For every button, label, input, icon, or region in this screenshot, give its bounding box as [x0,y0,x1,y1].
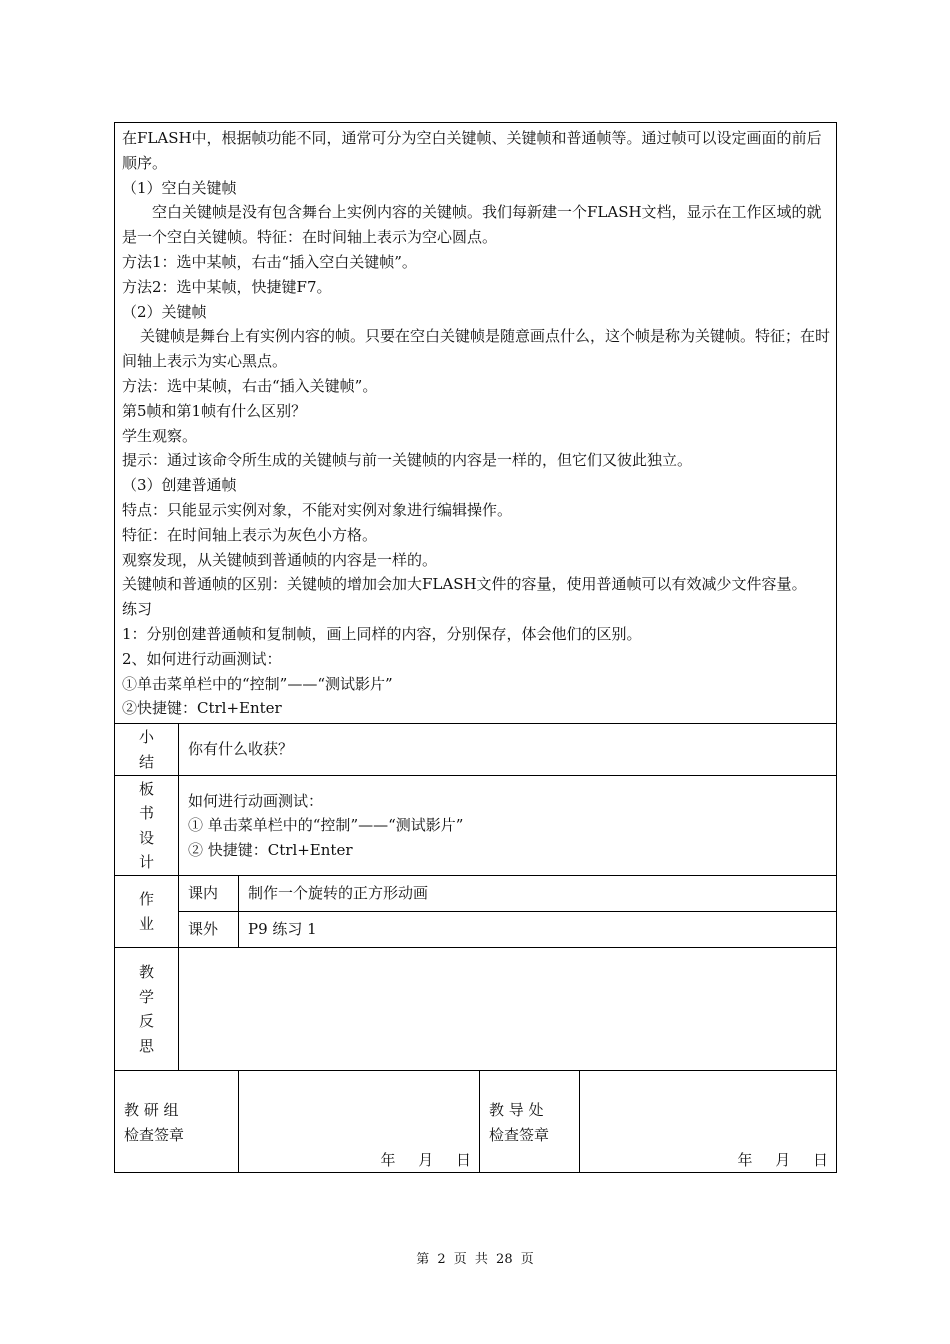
summary-label: 小 结 [115,724,179,776]
reflection-label: 教 学 反 思 [115,948,179,1071]
signature-row [115,1071,837,1173]
academic-office-signature-cell [580,1071,837,1173]
content-line: 方法1：选中某帧，右击“插入空白关键帧”。 [122,252,417,271]
board-line: 如何进行动画测试： [188,791,324,810]
board-line: ① 单击菜单栏中的“控制”——“测试影片” [188,816,464,835]
content-line: 观察发现，从关键帧到普通帧的内容是一样的。 [122,550,438,569]
content-line: 方法2：选中某帧，快捷键F7。 [122,277,332,296]
content-line: 空白关键帧是没有包含舞台上实例内容的关键帧。我们每新建一个FLASH文档，显示在工作区域的就是一个空白关键帧。特征：在时间轴上表示为空心圆点。 [122,203,822,247]
board-label: 板 书 设 计 [115,776,179,876]
board-row [115,776,837,876]
content-line: 第5帧和第1帧有什么区别？ [122,401,307,420]
content-cell [115,123,837,724]
content-line: ②快捷键：Ctrl+Enter [122,699,282,718]
content-line: 学生观察。 [122,426,198,445]
content-line: （3）创建普通帧 [122,476,237,495]
content-line: 关键帧和普通帧的区别：关键帧的增加会加大FLASH文件的容量，使用普通帧可以有效减少文件容量。 [122,575,807,594]
content-line: 在FLASH中，根据帧功能不同，通常可分为空白关键帧、关键帧和普通帧等。通过帧可以设定画面的前后顺序。 [122,129,822,172]
page-number: 第 2 页 共 28 页 [416,1252,534,1267]
academic-office-date: 年 月 日 [737,1151,829,1170]
reflection-content [179,948,837,1071]
content-row [115,123,837,724]
homework-row-outclass [115,912,837,948]
content-line: 练习 [122,600,153,619]
academic-office-label: 教 导 处 [489,1101,544,1120]
content-line: 提示：通过该命令所生成的关键帧与前一关键帧的内容是一样的，但它们又彼此独立。 [122,451,693,470]
reflection-row [115,948,837,1071]
board-line: ② 快捷键：Ctrl+Enter [188,840,353,859]
homework-inclass-label: 课内 [179,876,239,912]
homework-row-inclass [115,876,837,912]
content-line: 1：分别创建普通帧和复制帧，画上同样的内容，分别保存，体会他们的区别。 [122,624,642,643]
research-group-label: 教 研 组 [124,1101,179,1120]
content-line: 关键帧是舞台上有实例内容的帧。只要在空白关键帧是随意画点什么，这个帧是称为关键帧。特征；在时间轴上表示为实心黑点。 [122,327,831,371]
summary-row [115,724,837,776]
homework-outclass-label: 课外 [179,912,239,948]
content-line: （2）关键帧 [122,302,207,321]
homework-outclass-text: P9 练习 1 [239,912,837,948]
content-line: 2、如何进行动画测试： [122,649,282,668]
board-content [179,776,837,876]
research-group-signature-cell [239,1071,480,1173]
teaching-content [115,123,836,723]
summary-text: 你有什么收获？ [179,724,837,776]
content-line: ①单击菜单栏中的“控制”——“测试影片” [122,674,393,693]
academic-office-label-cell [480,1071,580,1173]
content-line: 特点：只能显示实例对象，不能对实例对象进行编辑操作。 [122,500,513,519]
content-line: 方法：选中某帧，右击“插入关键帧”。 [122,376,378,395]
homework-inclass-text: 制作一个旋转的正方形动画 [239,876,837,912]
research-group-date: 年 月 日 [380,1151,471,1170]
research-group-label-cell [115,1071,239,1173]
homework-label: 作 业 [115,876,179,948]
lesson-plan-table [114,122,837,1173]
content-line: （1）空白关键帧 [122,178,237,197]
academic-office-check-label: 检查签章 [489,1126,550,1145]
content-line: 特征：在时间轴上表示为灰色小方格。 [122,525,378,544]
research-group-check-label: 检查签章 [124,1126,185,1145]
